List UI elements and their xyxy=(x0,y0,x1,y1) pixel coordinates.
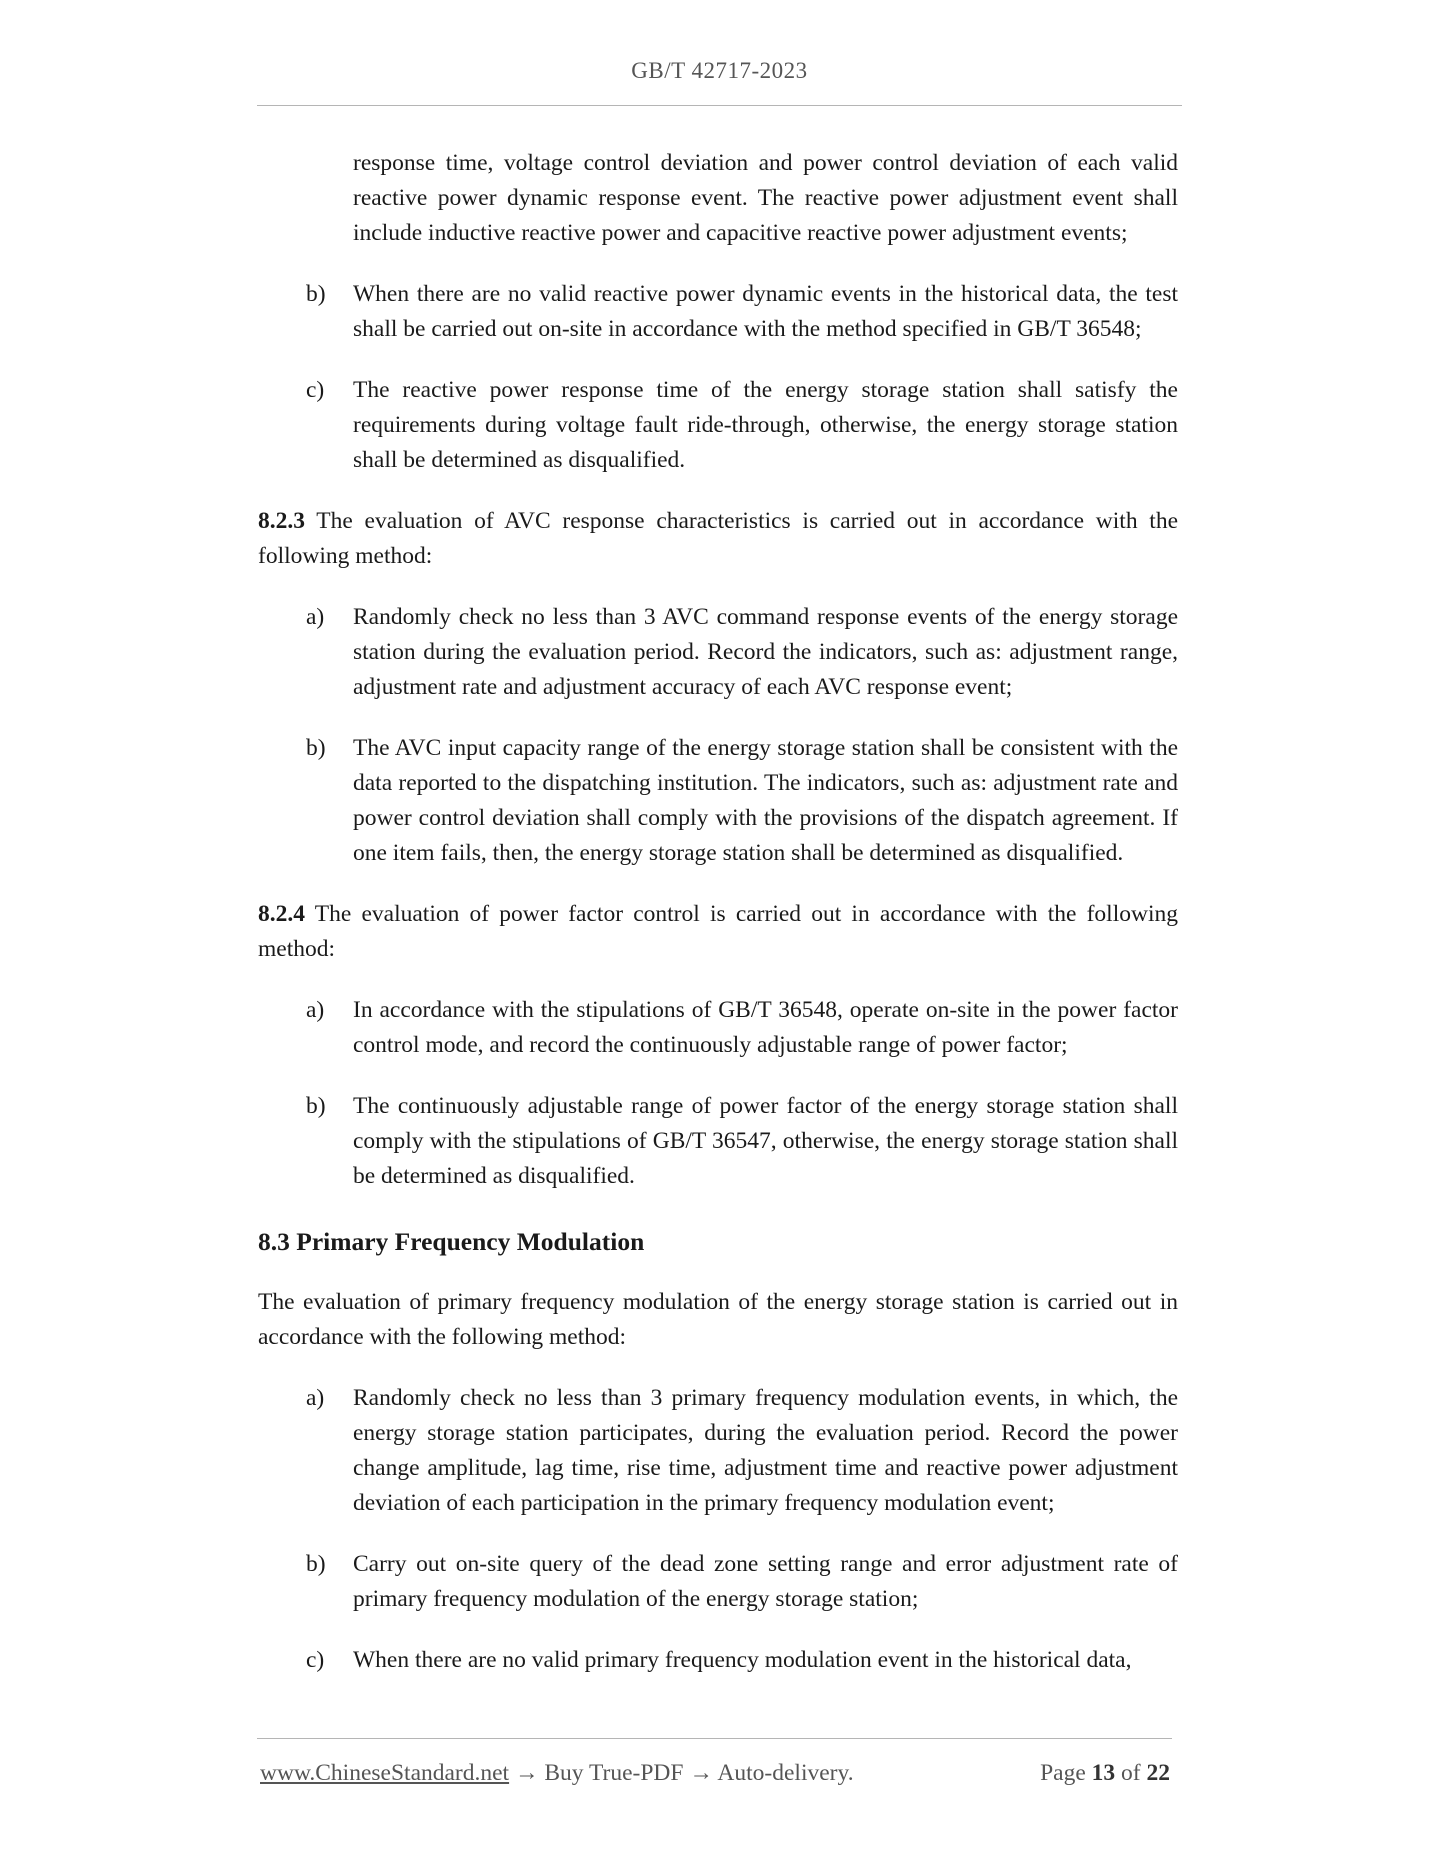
list-item-text: Carry out on-site query of the dead zone setting range and error adjustment rate of primary frequency modulation of the energy storage station; xyxy=(353,1551,1178,1612)
footer-promo xyxy=(260,1760,854,1787)
auto-delivery-text: Auto-delivery. xyxy=(717,1760,854,1786)
list-marker: b) xyxy=(306,1093,326,1119)
list-item xyxy=(258,1547,1178,1617)
clause-8-2-3 xyxy=(258,504,1178,574)
list-item-text: When there are no valid reactive power dynamic events in the historical data, the test shall be carried out on-site in accordance with the method specified in GB/T 36548; xyxy=(353,281,1178,342)
list-marker: b) xyxy=(306,281,326,307)
page-label: Page xyxy=(1040,1760,1086,1786)
clause-number: 8.2.4 xyxy=(258,901,305,927)
section-heading: 8.3 Primary Frequency Modulation xyxy=(258,1227,645,1256)
list-item-continuation xyxy=(258,146,1178,251)
list-item-text: response time, voltage control deviation and power control deviation of each valid reactive power dynamic response event. The reactive power adjustment event shall include inductive reactive power and capacitive reactive power adjustment events; xyxy=(353,150,1178,246)
list-item-text: In accordance with the stipulations of GB/T 36548, operate on-site in the power factor control mode, and record the continuously adjustable range of power factor; xyxy=(353,997,1178,1058)
list-item-text: Randomly check no less than 3 primary frequency modulation events, in which, the energy storage station participates, during the evaluation period. Record the power change amplitude, lag time, rise time, adjustment time and reactive power adjustment deviation of each participation in the primary frequency modulation event; xyxy=(353,1385,1178,1516)
footer-divider xyxy=(257,1738,1172,1739)
clause-text: The evaluation of AVC response characteristics is carried out in accordance with the following method: xyxy=(258,508,1178,569)
list-marker: a) xyxy=(306,604,325,630)
clause-8-2-4 xyxy=(258,897,1178,967)
page-header: GB/T 42717-2023 xyxy=(631,58,808,83)
list-marker: b) xyxy=(306,735,326,761)
section-intro: The evaluation of primary frequency modulation of the energy storage station is carried out in accordance with the following method: xyxy=(258,1289,1178,1350)
clause-text: The evaluation of power factor control is carried out in accordance with the following method: xyxy=(258,901,1178,962)
current-page: 13 xyxy=(1091,1760,1116,1786)
arrow-right-icon: → xyxy=(514,1760,539,1786)
list-item xyxy=(258,1089,1178,1194)
arrow-right-icon: → xyxy=(689,1760,713,1786)
list-marker: a) xyxy=(306,1385,325,1411)
list-item xyxy=(258,1643,1178,1678)
website-link[interactable]: www.ChineseStandard.net xyxy=(260,1760,510,1786)
document-body xyxy=(258,146,1178,1704)
list-item-text: When there are no valid primary frequency modulation event in the historical data, xyxy=(353,1647,1132,1673)
list-marker: b) xyxy=(306,1551,326,1577)
list-item xyxy=(258,1381,1178,1521)
buy-pdf-text: Buy True-PDF xyxy=(544,1760,684,1786)
header-divider xyxy=(257,105,1182,106)
of-label: of xyxy=(1121,1760,1141,1786)
list-item xyxy=(258,277,1178,347)
list-item-text: Randomly check no less than 3 AVC command response events of the energy storage station during the evaluation period. Record the indicators, such as: adjustment range, adjustment rate and adjustment accuracy of each AVC response event; xyxy=(353,604,1178,700)
list-item xyxy=(258,731,1178,871)
list-marker: c) xyxy=(306,1647,325,1673)
list-item-text: The reactive power response time of the energy storage station shall satisfy the requirements during voltage fault ride-through, otherwise, the energy storage station shall be determined as disqualified. xyxy=(353,377,1178,473)
page-number xyxy=(1040,1760,1170,1787)
list-marker: a) xyxy=(306,997,325,1023)
list-item xyxy=(258,600,1178,705)
list-item-text: The continuously adjustable range of power factor of the energy storage station shall comply with the stipulations of GB/T 36547, otherwise, the energy storage station shall be determined as disqualified. xyxy=(353,1093,1178,1189)
total-pages: 22 xyxy=(1146,1760,1170,1786)
list-item-text: The AVC input capacity range of the energy storage station shall be consistent with the data reported to the dispatching institution. The indicators, such as: adjustment rate and power control deviation shall comply with the provisions of the dispatch agreement. If one item fails, then, the energy storage station shall be determined as disqualified. xyxy=(353,735,1178,866)
list-item xyxy=(258,373,1178,478)
clause-number: 8.2.3 xyxy=(258,508,305,534)
list-marker: c) xyxy=(306,377,325,403)
list-item xyxy=(258,993,1178,1063)
